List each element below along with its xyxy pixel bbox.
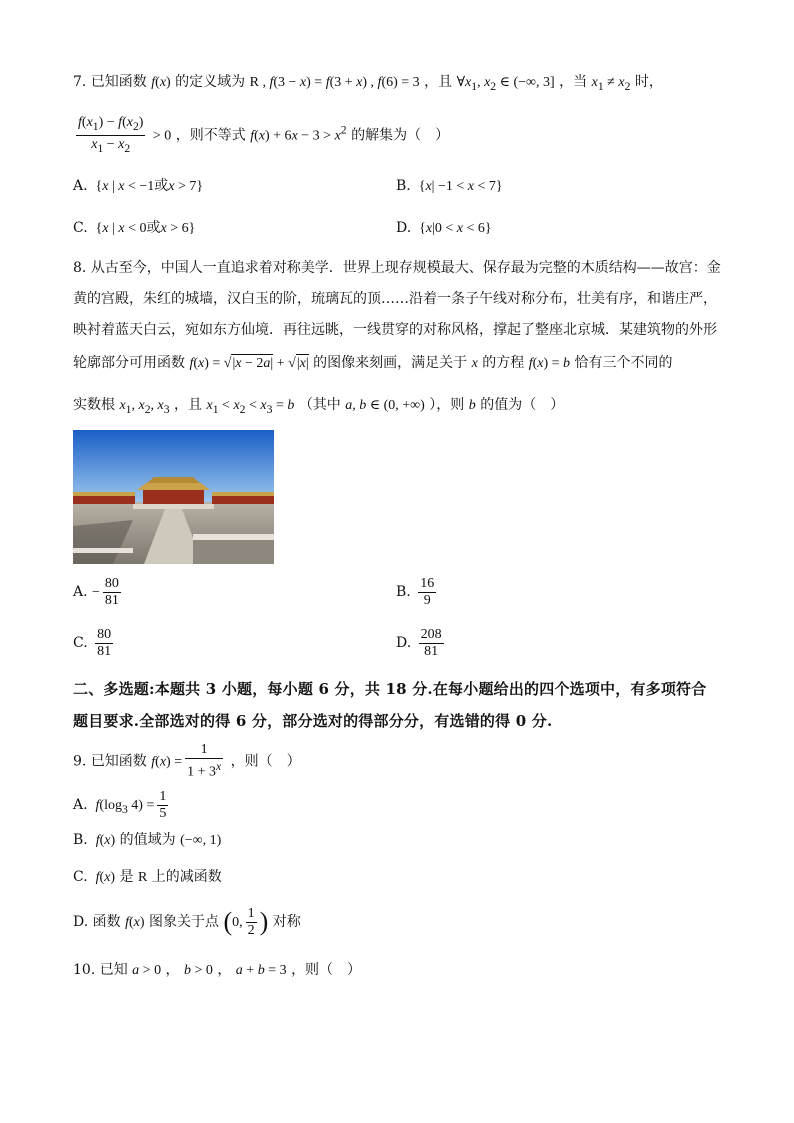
section-2-heading: 二、多选题:本题共 3 小题，每小题 6 分，共 18 分.在每小题给出的四个选项中，有多项符合	[73, 680, 707, 698]
section-2-instructions: 题目要求.全部选对的得 6 分，部分选对的得部分分，有选错的得 0 分.	[73, 712, 553, 730]
q7-fraction: $\frac{f(x_1) - f(x_2)}{x_1 - x_2}$	[78, 115, 144, 155]
q8-option-b[interactable]: B. $\frac{16}{9}$	[396, 575, 435, 608]
q8-line-4: 轮廓部分可用函数 f(x) = √|x − 2a| + √|x| 的图像来刻画，满足关于 x 的方程 f(x) = b 恰有三个不同的	[73, 355, 673, 371]
q8-line-1: 8. 从古至今，中国人一直追求着对称美学．世界上现存规模最大、保存最为完整的木质结构——故宫：金	[73, 260, 721, 276]
q10-stem: 10. 已知 a > 0 ， b > 0 ， a + b = 3 ，则（ ）	[73, 962, 362, 978]
question-number: 10.	[73, 962, 96, 978]
q9-option-b[interactable]: B. f(x) 的值域为 (−∞, 1)	[73, 832, 222, 848]
forbidden-city-photo	[73, 430, 274, 564]
question-number: 8.	[73, 260, 87, 276]
q8-option-d[interactable]: D. $\frac{208}{81}$	[396, 626, 442, 659]
q7-option-c[interactable]: C. {x | x < 0或x > 6}	[73, 220, 196, 236]
question-number: 7.	[73, 74, 87, 90]
q8-line-5: 实数根 $x_1$, $x_2$, $x_3$ ，且 $x_1 < x_2 < x_3 = b$ （其中 a, b ∈ (0, +∞) ），则 b 的值为（ ）	[73, 397, 565, 416]
q8-line-2: 黄的宫殿，朱红的城墙，汉白玉的阶，琉璃瓦的顶……沿着一条子午线对称分布，壮美有序，和谐庄严，	[73, 291, 717, 307]
q8-option-c[interactable]: C. $\frac{80}{81}$	[73, 626, 112, 659]
q7-line-1: 7. 已知函数 f(x) 的定义域为 R , f(3 − x) = f(3 + x) , f(6) = 3 ，且 $\forall x_1$, $x_2$ ∈ (−∞, 3] ，当 $x_1 \ne x_2$ 时，	[73, 74, 663, 93]
q9-option-c[interactable]: C. f(x) 是 R 上的减函数	[73, 869, 222, 885]
q9-stem: 9. 已知函数 f(x) = $\frac{1}{1 + 3^x}$ ，则（ ）	[73, 742, 301, 780]
q8-option-a[interactable]: A. − $\frac{80}{81}$	[73, 575, 119, 608]
question-number: 9.	[73, 753, 87, 770]
q9-option-a[interactable]: A. $f(\log_3$ 4) = $\frac{1}{5}$	[73, 788, 167, 821]
q7-option-a[interactable]: A. {x | x < −1或x > 7}	[73, 178, 204, 194]
q7-option-d[interactable]: D. {x|0 < x < 6}	[396, 220, 492, 236]
q7-line-2: $\frac{f(x_1) - f(x_2)}{x_1 - x_2}$ > 0 ，则不等式 $f(x) + 6x - 3 > x^2$ 的解集为（ ）	[78, 115, 450, 155]
q9-option-d[interactable]: D. 函数 f(x) 图象关于点 (0, $\frac{1}{2}$ ) 对称	[73, 905, 301, 938]
q8-line-3: 映衬着蓝天白云，宛如东方仙境．再往远眺，一线贯穿的对称风格，撑起了整座北京城．某建筑物的外形	[73, 322, 717, 338]
q7-option-b[interactable]: B. {x| −1 < x < 7}	[396, 178, 503, 194]
